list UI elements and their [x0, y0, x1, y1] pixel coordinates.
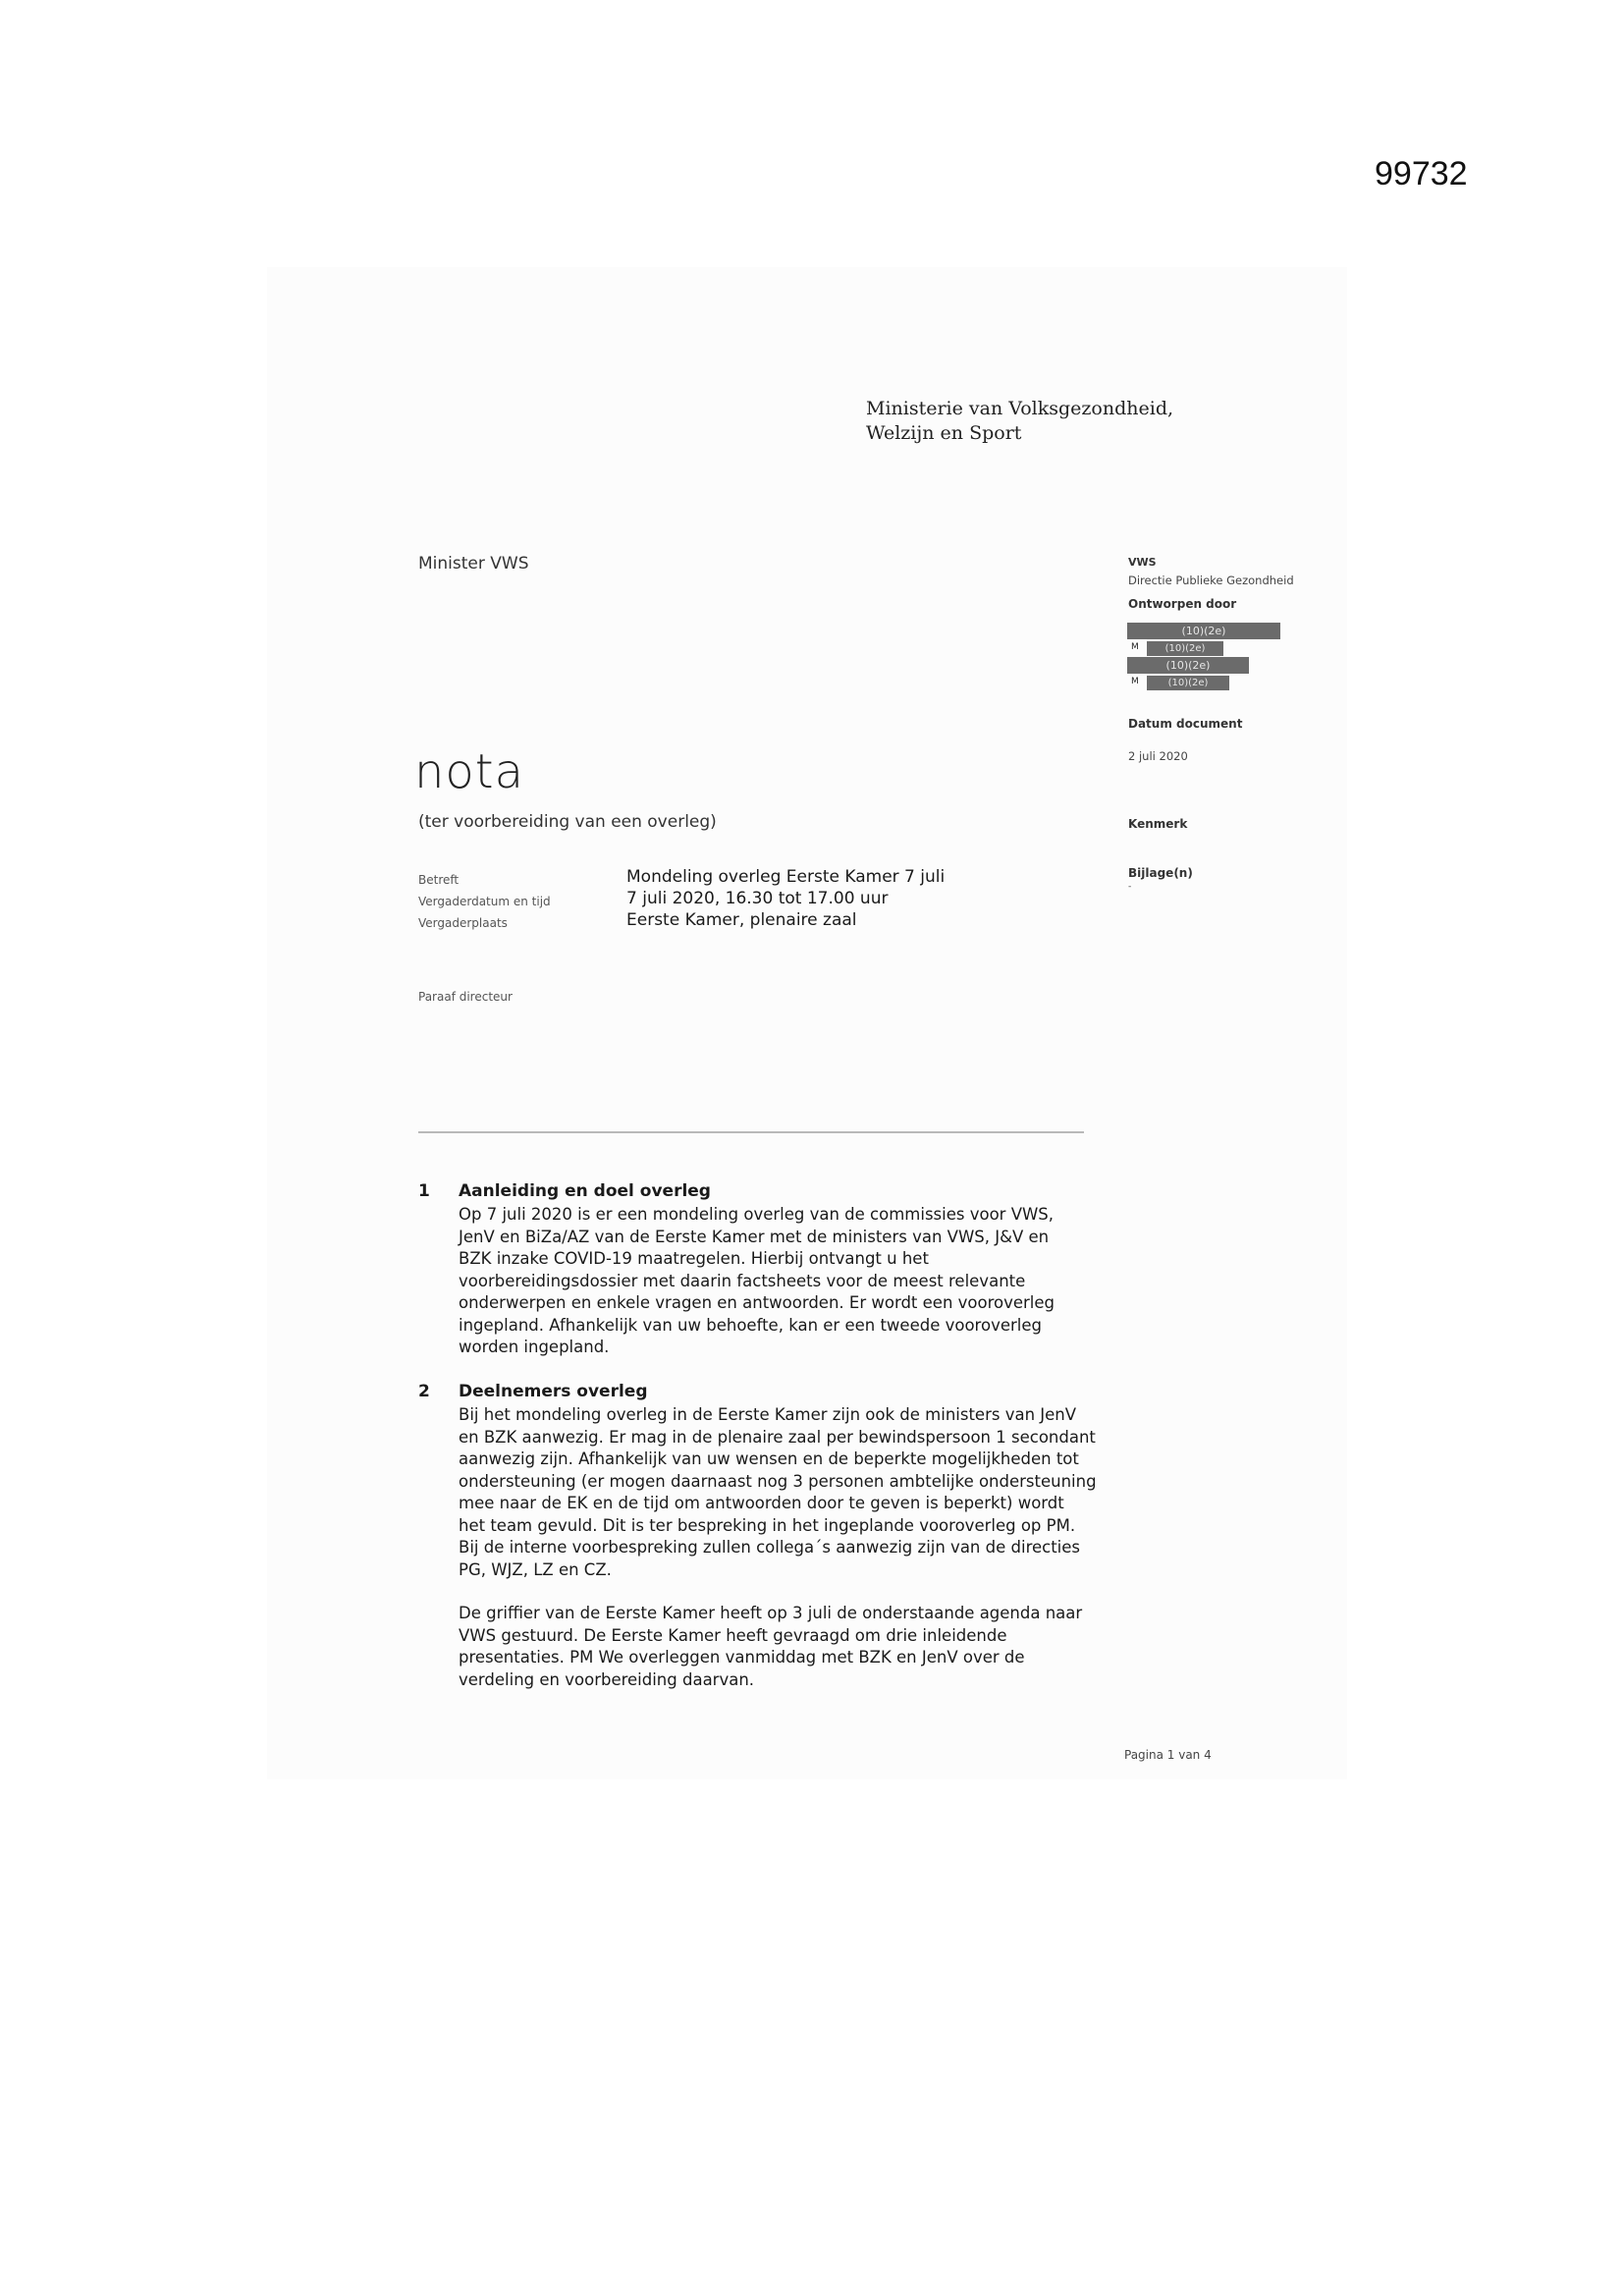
ministry-line-1: Ministerie van Volksgezondheid, — [866, 398, 1174, 419]
sidebar-department: Directie Publieke Gezondheid — [1128, 574, 1294, 587]
sidebar-reference-label: Kenmerk — [1128, 817, 1188, 831]
body-line: worden ingepland. — [459, 1338, 610, 1356]
meeting-place-label: Vergaderplaats — [418, 916, 508, 930]
director-initials-label: Paraaf directeur — [418, 990, 513, 1004]
subject-label: Betreft — [418, 873, 460, 887]
body-line: voorbereidingsdossier met daarin factsheets voor de meest relevante — [459, 1271, 1026, 1290]
meeting-datetime-value: 7 juli 2020, 16.30 tot 17.00 uur — [626, 889, 889, 908]
body-line: JenV en BiZa/AZ van de Eerste Kamer met de ministers van VWS, J&V en — [459, 1227, 1050, 1246]
body-line: aanwezig zijn. Afhankelijk van uw wensen en de beperkte mogelijkheden tot — [459, 1449, 1079, 1468]
section-number: 1 — [418, 1181, 430, 1201]
sidebar-date-label: Datum document — [1128, 717, 1243, 731]
document-subtitle: (ter voorbereiding van een overleg) — [418, 812, 717, 832]
subject-value: Mondeling overleg Eerste Kamer 7 juli — [626, 867, 946, 887]
redaction-prefix: M — [1131, 642, 1139, 652]
sidebar-designed-by-label: Ontworpen door — [1128, 597, 1237, 611]
body-line: verdeling en voorbereiding daarvan. — [459, 1669, 755, 1689]
document-number: 99732 — [1375, 155, 1468, 192]
body-line: mee naar de EK en de tijd om antwoorden door te geven is beperkt) wordt — [459, 1494, 1064, 1512]
body-line: PG, WJZ, LZ en CZ. — [459, 1559, 612, 1579]
sidebar-org: VWS — [1128, 556, 1157, 569]
page-number: Pagina 1 van 4 — [1124, 1748, 1212, 1762]
redaction-block: (10)(2e) — [1127, 623, 1280, 639]
divider — [418, 1131, 1084, 1133]
meeting-datetime-label: Vergaderdatum en tijd — [418, 895, 551, 908]
ministry-line-2: Welzijn en Sport — [866, 422, 1022, 444]
body-line: en BZK aanwezig. Er mag in de plenaire zaal per bewindspersoon 1 secondant — [459, 1427, 1096, 1447]
redaction-block: (10)(2e) — [1127, 657, 1249, 674]
addressee: Minister VWS — [418, 554, 529, 574]
section-body — [459, 1204, 1126, 1359]
sidebar-attachment-label: Bijlage(n) — [1128, 866, 1193, 880]
section-number: 2 — [418, 1382, 430, 1401]
body-line: BZK inzake COVID-19 maatregelen. Hierbij ontvangt u het — [459, 1249, 929, 1268]
body-line: onderwerpen en enkele vragen en antwoorden. Er wordt een vooroverleg — [459, 1293, 1056, 1312]
body-line: De griffier van de Eerste Kamer heeft op 3 juli de onderstaande agenda naar — [459, 1604, 1083, 1622]
body-line: ondersteuning (er mogen daarnaast nog 3 personen ambtelijke ondersteuning — [459, 1471, 1097, 1491]
document-title: nota — [414, 744, 525, 799]
section-body — [459, 1404, 1126, 1581]
section-body — [459, 1603, 1126, 1691]
body-line: Op 7 juli 2020 is er een mondeling overleg van de commissies voor VWS, — [459, 1205, 1055, 1224]
sidebar-attachment-value: - — [1128, 882, 1132, 892]
body-line: Bij het mondeling overleg in de Eerste Kamer zijn ook de ministers van JenV — [459, 1405, 1077, 1424]
sidebar-date-value: 2 juli 2020 — [1128, 749, 1188, 763]
body-line: ingepland. Afhankelijk van uw behoefte, kan er een tweede vooroverleg — [459, 1315, 1042, 1335]
redaction-block: (10)(2e) — [1147, 641, 1223, 656]
ministry-letterhead — [866, 397, 1173, 446]
redaction-prefix: M — [1131, 677, 1139, 686]
body-line: het team gevuld. Dit is ter bespreking in het ingeplande vooroverleg op PM. — [459, 1515, 1076, 1535]
body-line: presentaties. PM We overleggen vanmiddag met BZK en JenV over de — [459, 1648, 1025, 1667]
body-line: VWS gestuurd. De Eerste Kamer heeft gevraagd om drie inleidende — [459, 1625, 1007, 1645]
redaction-block: (10)(2e) — [1147, 676, 1229, 690]
section-heading: Aanleiding en doel overleg — [459, 1181, 711, 1201]
meeting-place-value: Eerste Kamer, plenaire zaal — [626, 910, 857, 930]
section-heading: Deelnemers overleg — [459, 1382, 648, 1401]
body-line: Bij de interne voorbespreking zullen collega´s aanwezig zijn van de directies — [459, 1538, 1081, 1557]
